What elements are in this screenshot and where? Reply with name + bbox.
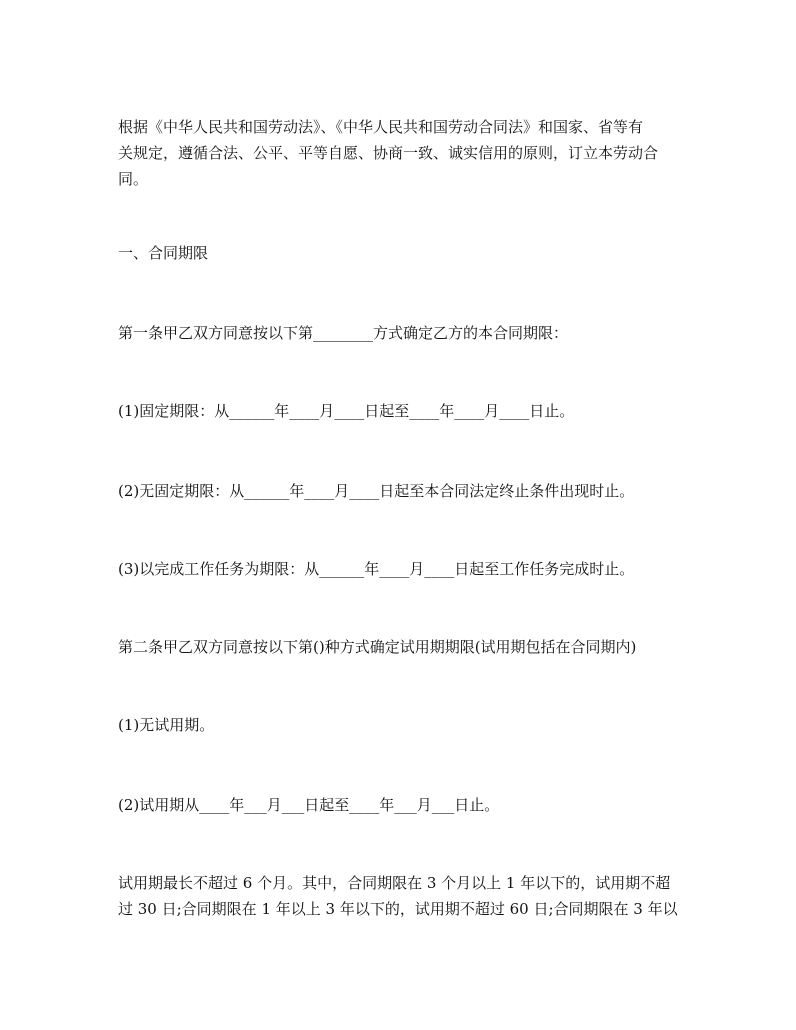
intro-line-2: 关规定，遵循合法、公平、平等自愿、协商一致、诚实信用的原则，订立本劳动合 [118, 144, 659, 162]
probation-rule-line-1: 试用期最长不超过 6 个月。其中，合同期限在 3 个月以上 1 年以下的，试用期不超 [118, 874, 671, 892]
section-heading-contract-term: 一、合同期限 [118, 244, 209, 262]
article-2-item-probation-dates: (2)试用期从____年___月___日起至____年___月___日止。 [118, 796, 500, 814]
article-1-text: 第一条甲乙双方同意按以下第________方式确定乙方的本合同期限： [118, 324, 569, 342]
article-1-item-open-term: (2)无固定期限：从______年____月____日起至本合同法定终止条件出现时止。 [118, 482, 635, 500]
article-2-item-no-probation: (1)无试用期。 [118, 716, 215, 734]
probation-rule-line-2: 过 30 日;合同期限在 1 年以上 3 年以下的，试用期不超过 60 日;合同期限在 3 年以 [118, 900, 678, 918]
intro-line-3: 同。 [118, 170, 149, 188]
article-2-text: 第二条甲乙双方同意按以下第()种方式确定试用期期限(试用期包括在合同期内) [118, 638, 637, 656]
article-1-item-fixed-term: (1)固定期限：从______年____月____日起至____年____月____日止。 [118, 402, 575, 420]
article-1-item-task-term: (3)以完成工作任务为期限：从______年____月____日起至工作任务完成时止。 [118, 560, 635, 578]
intro-line-1: 根据《中华人民共和国劳动法》、《中华人民共和国劳动合同法》和国家、省等有 [118, 118, 644, 136]
